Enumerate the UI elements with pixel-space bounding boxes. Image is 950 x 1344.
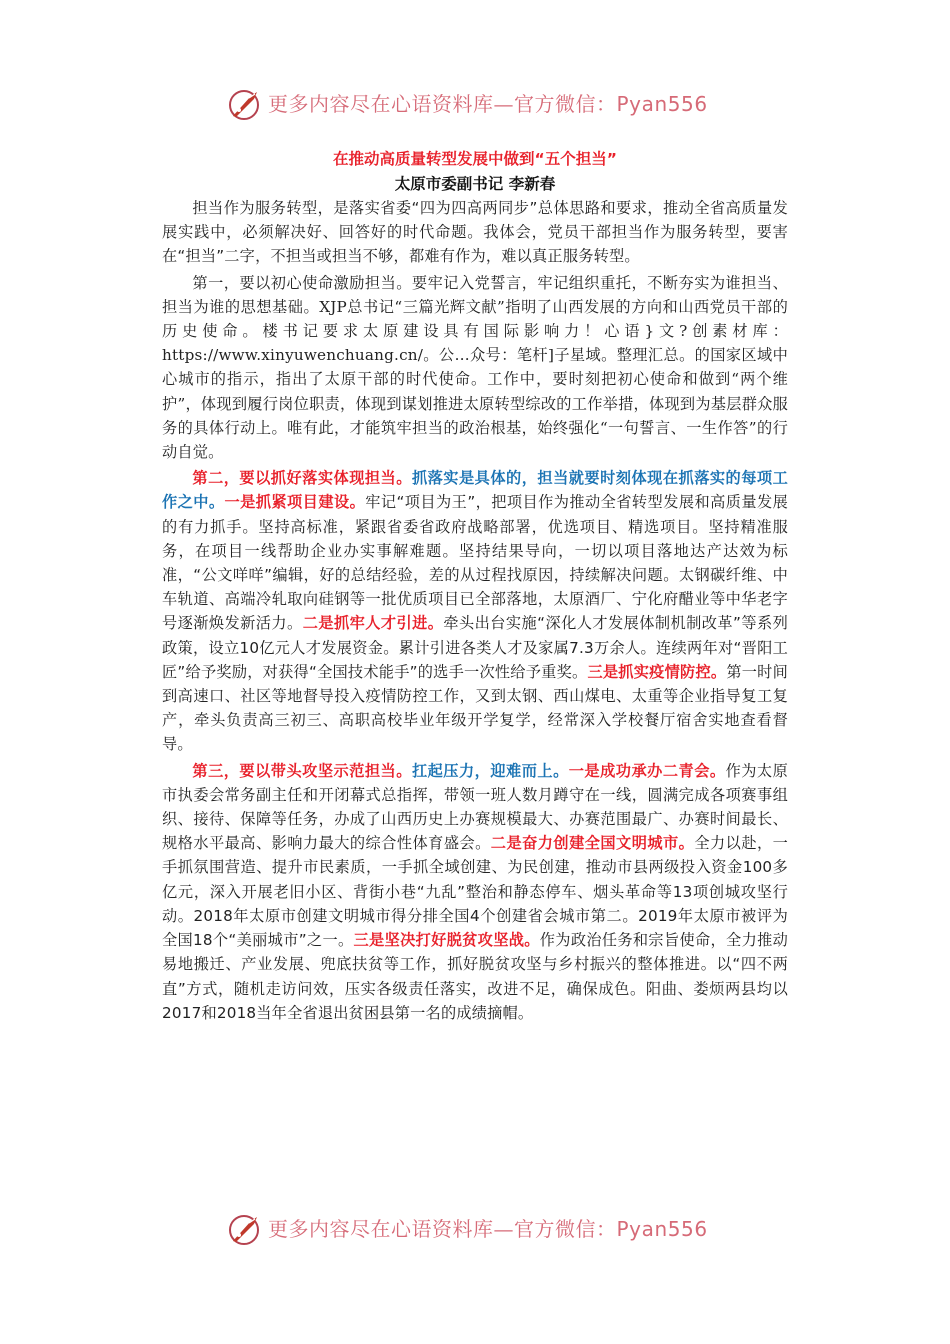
- footer-watermark-banner: [0, 1209, 950, 1249]
- paragraph-first: 第一，要以初心使命激励担当。要牢记入党誓言，牢记组织重托，不断夯实为谁担当、担当为谁的思想基础。XJP总书记“三篇光辉文献”指明了山西发展的方向和山西党员干部的历史使命。楼书记要求太原建设具有国际影响力！心语}文?创素材库：https://www.xinyuwenchuang.cn/。公…众号：笔杆]子星域。整理汇总。的国家区域中心城市的指示，指出了太原干部的时代使命。工作中，要时刻把初心使命和做到“两个维护”，体现到履行岗位职责，体现到谋划推进太原转型综改的工作举措，体现到为基层群众服务的具体行动上。唯有此，才能筑牢担当的政治根基，始终强化“一句誓言、一生作答”的行动自觉。: [162, 273, 788, 462]
- section-lead-third: 扛起压力，迎难而上。: [411, 761, 569, 780]
- header-watermark-banner: [0, 84, 950, 124]
- section-heading-second: 第二，要以抓好落实体现担当。: [192, 469, 412, 488]
- point-text-epidemic: 第一时间到高速口、社区等地督导投入疫情防控工作，又到太钢、西山煤电、太重等企业指导复工复产，牵头负责高三初三、高职高校毕业年级开学复学，经常深入学校餐厅宿舍实地查看督导。: [162, 662, 788, 754]
- pen-nib-logo-icon: [227, 86, 263, 122]
- article-body: [162, 196, 788, 1025]
- watermark-text: [268, 88, 708, 120]
- point-heading-epidemic: 三是抓实疫情防控。: [587, 662, 727, 681]
- section-heading-third: 第三，要以带头攻坚示范担当。: [192, 761, 412, 780]
- point-heading-games: 一是成功承办二青会。: [568, 761, 726, 780]
- watermark-text: [268, 1213, 708, 1245]
- point-text-civilized-city: 全力以赴，一手抓氛围营造、提升市民素质，一手抓全域创建、为民创建，推动市县两级投入资金100多亿元，深入开展老旧小区、背街小巷“九乱”整治和静态停车、烟头革命等13项创城攻坚行动。2018年太原市创建文明城市得分排全国4个创建省会城市第二。2019年太原市被评为全国18个“美丽城市”之一。: [162, 834, 789, 950]
- point-heading-talent: 二是抓牢人才引进。: [302, 614, 444, 633]
- article-title: 在推动高质量转型发展中做到“五个担当”: [333, 150, 617, 168]
- paragraph-intro: 担当作为服务转型，是落实省委“四为四高两同步”总体思路和要求，推动全省高质量发展实践中，必须解决好、回答好的时代命题。我体会，党员干部担当作为服务转型，要害在“担当”二字，不担当或担当不够，都难有作为，难以真正服务转型。: [162, 199, 788, 266]
- point-heading-projects: 一是抓紧项目建设。: [224, 493, 366, 512]
- paragraph-second: [162, 466, 788, 756]
- watermark-label: 更多内容尽在心语资料库—官方微信：: [268, 92, 617, 116]
- wechat-id: Pyan556: [616, 92, 708, 116]
- pen-nib-logo-icon: [227, 1211, 263, 1247]
- paragraph-third: [162, 759, 788, 1025]
- point-heading-poverty: 三是坚决打好脱贫攻坚战。: [353, 931, 540, 950]
- point-text-projects: 牢记“项目为王”，把项目作为推动全省转型发展和高质量发展的有力抓手。坚持高标准，紧跟省委省政府战略部署，优选项目、精选项目。坚持精准服务，在项目一线帮助企业办实事解难题。坚持结果导向，一切以项目落地达产达效为标准，“公文咩咩”编辑，好的总结经验，差的从过程找原因，持续解决问题。太钢碳纤维、中车轨道、高端冷轧取向硅钢等一批优质项目已全部落地，太原酒厂、宁化府醋业等中华老字号逐渐焕发新活力。: [162, 493, 788, 633]
- point-text-games: 作为太原市执委会常务副主任和开闭幕式总指挥，带领一班人数月蹲守在一线，圆满完成各项赛事组织、接待、保障等任务，办成了山西历史上办赛规模最大、办赛范围最广、办赛时间最长、规格水平最高、影响力最大的综合性体育盛会。: [162, 761, 788, 853]
- watermark-label: 更多内容尽在心语资料库—官方微信：: [268, 1217, 617, 1241]
- wechat-id: Pyan556: [616, 1217, 708, 1241]
- article-author: 太原市委副书记 李新春: [394, 175, 556, 193]
- point-text-poverty: 作为政治任务和宗旨使命，全力推动易地搬迁、产业发展、兜底扶贫等工作，抓好脱贫攻坚与乡村振兴的整体推进。以“四不两直”方式，随机走访问效，压实各级责任落实，改进不足，确保成色。阳曲、娄烦两县均以2017和2018当年全省退出贫困县第一名的成绩摘帽。: [162, 931, 789, 1022]
- point-text-talent: 牵头出台实施“深化人才发展体制机制改革”等系列政策，设立10亿元人才发展资金。累计引进各类人才及家属7.3万余人。连续两年对“晋阳工匠”给予奖励，对获得“全国技术能手”的选手一次性给予重奖。: [162, 614, 788, 681]
- point-heading-civilized-city: 二是奋力创建全国文明城市。: [490, 834, 695, 853]
- section-lead-second: 抓落实是具体的，担当就要时刻体现在抓落实的每项工作之中。: [162, 469, 788, 512]
